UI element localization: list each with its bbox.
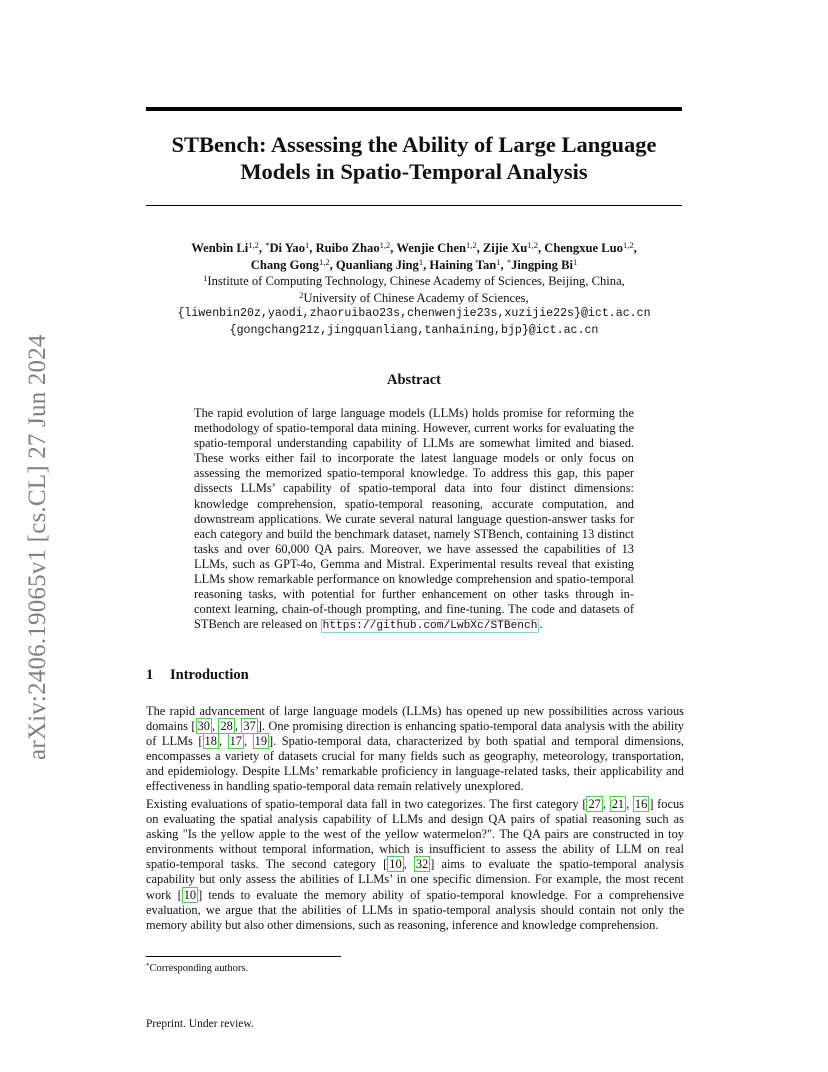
- section-number: 1: [146, 667, 154, 683]
- title-rule-bottom: [146, 205, 682, 206]
- author-name: Quanliang Jing: [335, 257, 419, 272]
- affiliation-mark: 1: [496, 256, 501, 267]
- email-line-2: {gongchang21z,jingquanliang,tanhaining,bjp}@ict.ac.cn: [229, 323, 599, 337]
- citation-link[interactable]: 18: [204, 734, 217, 749]
- title-rule-top: [146, 107, 682, 111]
- author-line-2: Chang Gong$^{1,2}$, Quanliang Jing$^1$, Haining Tan$^1$, *Jingping Bi$^1$: [250, 256, 578, 272]
- intro-paragraph-1: The rapid advancement of large language models (LLMs) has opened up new possibilities across various domains [ 30 , 28 , 37 ]. One promising direction is enhancing spatio-temporal data analysis with the ability of LLMs [ 18 , 17 , 19 ]. Spatio-temporal data, characterized by both spatial and temporal dimensions, encompasses a variety of datasets crucial for many fields such as geography, meteorology, transportation, and epidemiology. Despite LLMs’ remarkable proficiency in language-related tasks, their applicability and effectiveness in handling spatio-temporal data remain relatively unexplored.: [146, 704, 685, 794]
- author-name: Chengxue Luo: [544, 241, 623, 255]
- paper-title: STBench: Assessing the Ability of Large Language Models in Spatio-Temporal Analysis: [171, 132, 657, 184]
- affiliation-mark: 1,2: [379, 240, 391, 250]
- affiliation-2: $^2$University of Chinese Academy of Sciences,: [299, 289, 529, 305]
- author-name: Di Yao: [269, 241, 306, 255]
- author-name: Wenjie Chen: [396, 241, 466, 255]
- footnote: *Corresponding authors.: [146, 962, 249, 974]
- author-name: Jingping Bi: [511, 257, 574, 272]
- intro-paragraph-2: Existing evaluations of spatio-temporal data fall in two categorizes. The first category [ 27 , 21 , 16 ] focus on evaluating the spatial analysis capability of LLMs and design QA pairs of spatial reasoning such as asking "Is the yellow apple to the west of the yellow watermelon?". The QA pairs are constructed in toy environments without temporal information, which is insufficient to assess the ability of LLM on real spatio-temporal tasks. The second category [ 10 , 32 ] aims to evaluate the spatio-temporal analysis capability but only assess the abilities of LLMs’ in one specific dimension. For example, the most recent work [ 10 ] tends to evaluate the memory ability of spatio-temporal knowledge. For a comprehensive evaluation, we argue that the abilities of LLMs in spatio-temporal analysis should contain not only the memory ability but also other dimensions, such as reasoning, inference and knowledge comprehension.: [146, 797, 685, 932]
- citation-link[interactable]: 32: [415, 857, 429, 872]
- footnote-rule: [146, 956, 341, 957]
- citation-link[interactable]: 16: [634, 797, 648, 811]
- email-line-1: {liwenbin20z,yaodi,zhaoruibao23s,chenwenjie23s,xuzijie22s}@ict.ac.cn: [177, 307, 651, 320]
- author-name: Chang Gong: [250, 257, 319, 272]
- citation-link[interactable]: 21: [611, 797, 625, 811]
- citation-link[interactable]: 30: [197, 719, 210, 734]
- abstract-body: The rapid evolution of large language models (LLMs) holds promise for reforming the methodology of spatio-temporal data mining. However, current works for evaluating the spatio-temporal understanding capability of LLMs are somewhat limited and biased. These works either fail to incorporate the latest language models or only focus on assessing the memorized spatio-temporal knowledge. To address this gap, this paper dissects LLMs’ capability of spatio-temporal data into four distinct dimensions: knowledge comprehension, spatio-temporal reasoning, accurate computation, and downstream applications. We curate several natural language question-answer tasks for each category and build the benchmark dataset, namely STBench, containing 13 distinct tasks and over 60,000 QA pairs. Moreover, we have assessed the capabilities of 13 LLMs, such as GPT-4o, Gemma and Mistral. Experimental results reveal that existing LLMs show remarkable performance on knowledge comprehension and spatio-temporal reasoning tasks, with potential for further enhancement on other tasks through in-context learning, chain-of-though prompting, and fine-tuning. The code and datasets of STBench are released on https://github.com/LwbXc/STBench .: [194, 406, 634, 633]
- citation-link[interactable]: 28: [220, 719, 233, 734]
- citation-link[interactable]: 17: [229, 734, 242, 749]
- affiliation-mark: 1: [573, 256, 578, 267]
- author-line-1: Wenbin Li$^{1,2}$, *Di Yao$^1$, Ruibo Zhao$^{1,2}$, Wenjie Chen$^{1,2}$, Zijie Xu$^{1,2}$, Chengxue Luo$^{1,2}$,: [191, 240, 637, 255]
- corresponding-mark: *: [506, 256, 512, 267]
- arxiv-stamp: arXiv:2406.19065v1 [cs.CL] 27 Jun 2024: [24, 334, 51, 760]
- abstract-heading: Abstract: [387, 372, 441, 388]
- citation-link[interactable]: 10: [183, 887, 197, 902]
- author-name: Ruibo Zhao: [315, 241, 380, 255]
- affiliation-1: $^1$Institute of Computing Technology, Chinese Academy of Sciences, Beijing, China,: [203, 273, 625, 288]
- affiliation-mark: 1: [418, 256, 424, 267]
- affiliation-mark: 1: [305, 240, 310, 250]
- affiliation-mark: 1,2: [318, 256, 330, 267]
- corresponding-mark: *: [265, 240, 270, 250]
- citation-link[interactable]: 37: [243, 719, 256, 734]
- affiliation-mark: 1,2: [527, 240, 538, 250]
- section-heading-introduction: [146, 667, 249, 684]
- author-name: Zijie Xu: [482, 241, 528, 255]
- affiliation-mark: 1,2: [622, 240, 634, 250]
- citation-link[interactable]: 27: [588, 797, 601, 811]
- author-name: Wenbin Li: [191, 241, 249, 255]
- affiliation-mark: 1,2: [248, 240, 259, 250]
- repository-link[interactable]: https://github.com/LwbXc/STBench: [322, 620, 538, 633]
- section-title: Introduction: [170, 667, 249, 683]
- citation-link[interactable]: 19: [254, 734, 268, 749]
- author-name: Haining Tan: [429, 257, 497, 272]
- citation-link[interactable]: 10: [389, 857, 402, 872]
- affiliation-mark: 1,2: [465, 240, 477, 250]
- preprint-notice: Preprint. Under review.: [146, 1018, 254, 1030]
- author-block: [146, 240, 682, 339]
